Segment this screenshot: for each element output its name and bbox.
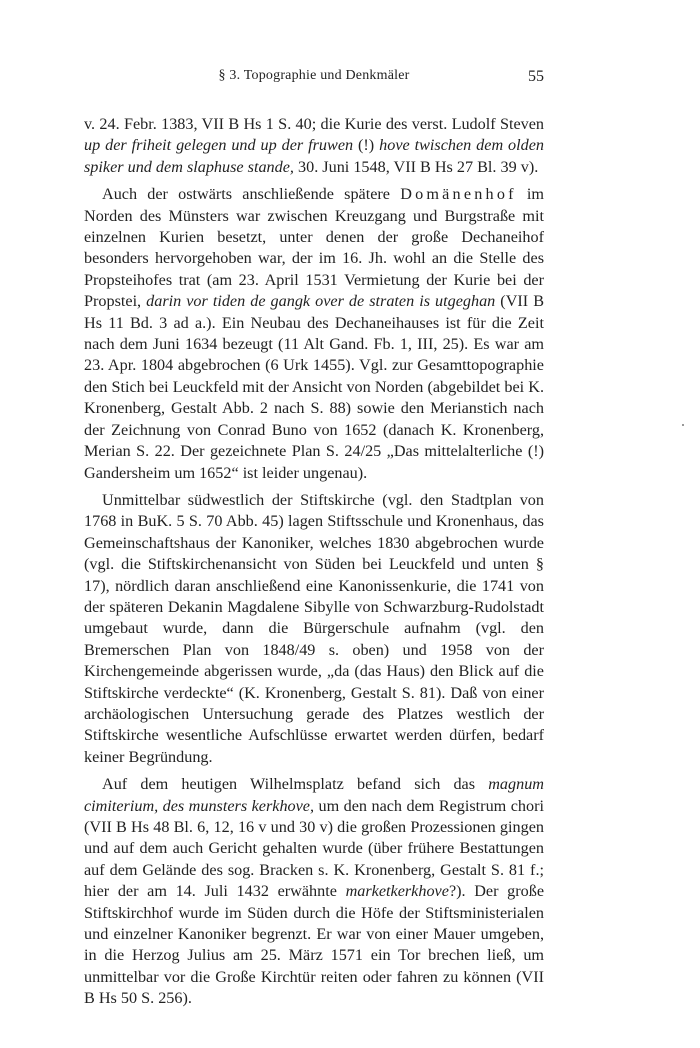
paragraph-4-text-c: um den nach dem Registrum chori (VII B Hs 48 Bl. 6, 12, 16 v und 30 v) die großen Prozessionen gingen und auf dem auch Gericht gehalten wurde (über frühere Bestattungen auf dem Gelände des sog. Bracken s. K. Kronenberg, Gestalt S. 81 f.; hier der am 14. Juli 1432 erwähnte [84, 796, 544, 901]
paragraph-2-spaced-term: Domänenhof [400, 185, 517, 204]
paragraph-4-text-a: Auf dem heutigen Wilhelmsplatz befand sich das [102, 775, 489, 794]
paragraph-1-text-e: 30. Juni 1548, VII B Hs 27 Bl. 39 v). [293, 157, 539, 176]
paragraph-2-text-e: (VII B Hs 11 Bd. 3 ad a.). Ein Neubau des Dechaneihauses ist für die Zeit nach dem Juni 1634 bezeugt (11 Alt Gand. Fb. 1, III, 25). Es war am 23. Apr. 1804 abgebrochen (6 Urk 1455). Vgl. zur Gesamttopographie den Stich bei Leuckfeld mit der Ansicht von Norden (abgebildet bei K. Kronenberg, Gestalt Abb. 2 nach S. 88) sowie den Merianstich nach der Zeichnung von Conrad Buno von 1652 (danach K. Kronenberg, Merian S. 22. Der gezeichnete Plan S. 24/25 „Das mittelalterliche (!) Gandersheim um 1652“ ist leider ungenau). [84, 292, 544, 482]
paragraph-4-text-e: ?). Der große Stiftskirchhof wurde im Süden durch die Höfe der Stiftsministerialen und einzelner Kanoniker begrenzt. Er war von einer Mauer umgeben, in die Herzog Julius am 25. März 1571 ein Tor brechen ließ, um unmittelbar vor die Große Kirchtür reiten oder fahren zu können (VII B Hs 50 S. 256). [84, 882, 545, 1008]
paragraph-1-quote-2: hove twischen dem olden spiker und dem slaphuse stande, [84, 136, 545, 176]
paragraph-2-text-c: im Norden des Münsters war zwischen Kreuzgang und Burgstraße mit einzelnen Kurien besetzt, unter denen der große Dechaneihof besonders hervorgehoben war, der im 16. Jh. wohl an die Stelle des Propsteihofes trat (am 23. April 1531 Vermietung der Kurie bei der Propstei, [84, 185, 544, 311]
paragraph-4-quote-2: marketkerkhove [345, 882, 449, 901]
paragraph-2-text-a: Auch der ostwärts anschließende spätere [102, 185, 401, 204]
body-text [84, 114, 544, 1016]
running-head: § 3. Topographie und Denkmäler [218, 68, 410, 83]
paragraph-2-quote: darin vor tiden de gangk over de straten is utgeghan [146, 292, 496, 311]
paragraph-4-quote-1: magnum cimiterium, des munsters kerkhove, [84, 775, 544, 815]
paragraph-1 [84, 114, 544, 178]
paragraph-4 [84, 774, 544, 1009]
paragraph-1-text-c: (!) [353, 136, 380, 155]
paragraph-1-quote-1: up der friheit gelegen und up der fruwen [84, 136, 354, 155]
page-header [84, 68, 544, 90]
page-number: 55 [528, 68, 544, 85]
scan-speck [682, 424, 684, 426]
paragraph-1-text-a: v. 24. Febr. 1383, VII B Hs 1 S. 40; die Kurie des verst. Ludolf Steven [84, 115, 544, 133]
paragraph-3: Unmittelbar südwestlich der Stiftskirche (vgl. den Stadtplan von 1768 in BuK. 5 S. 70 Abb. 45) lagen Stiftsschule und Kronenhaus, das Gemeinschaftshaus der Kanoniker, welches 1830 abgebrochen wurde (vgl. die Stiftskirchenansicht von Süden bei Leuckfeld und unten § 17), nördlich daran anschließend eine Kanonissenkurie, die 1741 von der späteren Dekanin Magdalene Sibylle von Schwarzburg-Rudolstadt umgebaut wurde, dann die Bürgerschule aufnahm (vgl. den Bremerschen Plan von 1848/49 s. oben) und 1958 von der Kirchengemeinde abgerissen wurde, „da (das Haus) den Blick auf die Stiftskirche verdeckte“ (K. Kronenberg, Gestalt S. 81). Daß von einer archäologischen Untersuchung gerade des Platzes westlich der Stiftskirche wesentliche Aufschlüsse erwartet werden dürfen, bedarf keiner Begründung. [84, 490, 544, 766]
paragraph-2 [84, 184, 544, 484]
